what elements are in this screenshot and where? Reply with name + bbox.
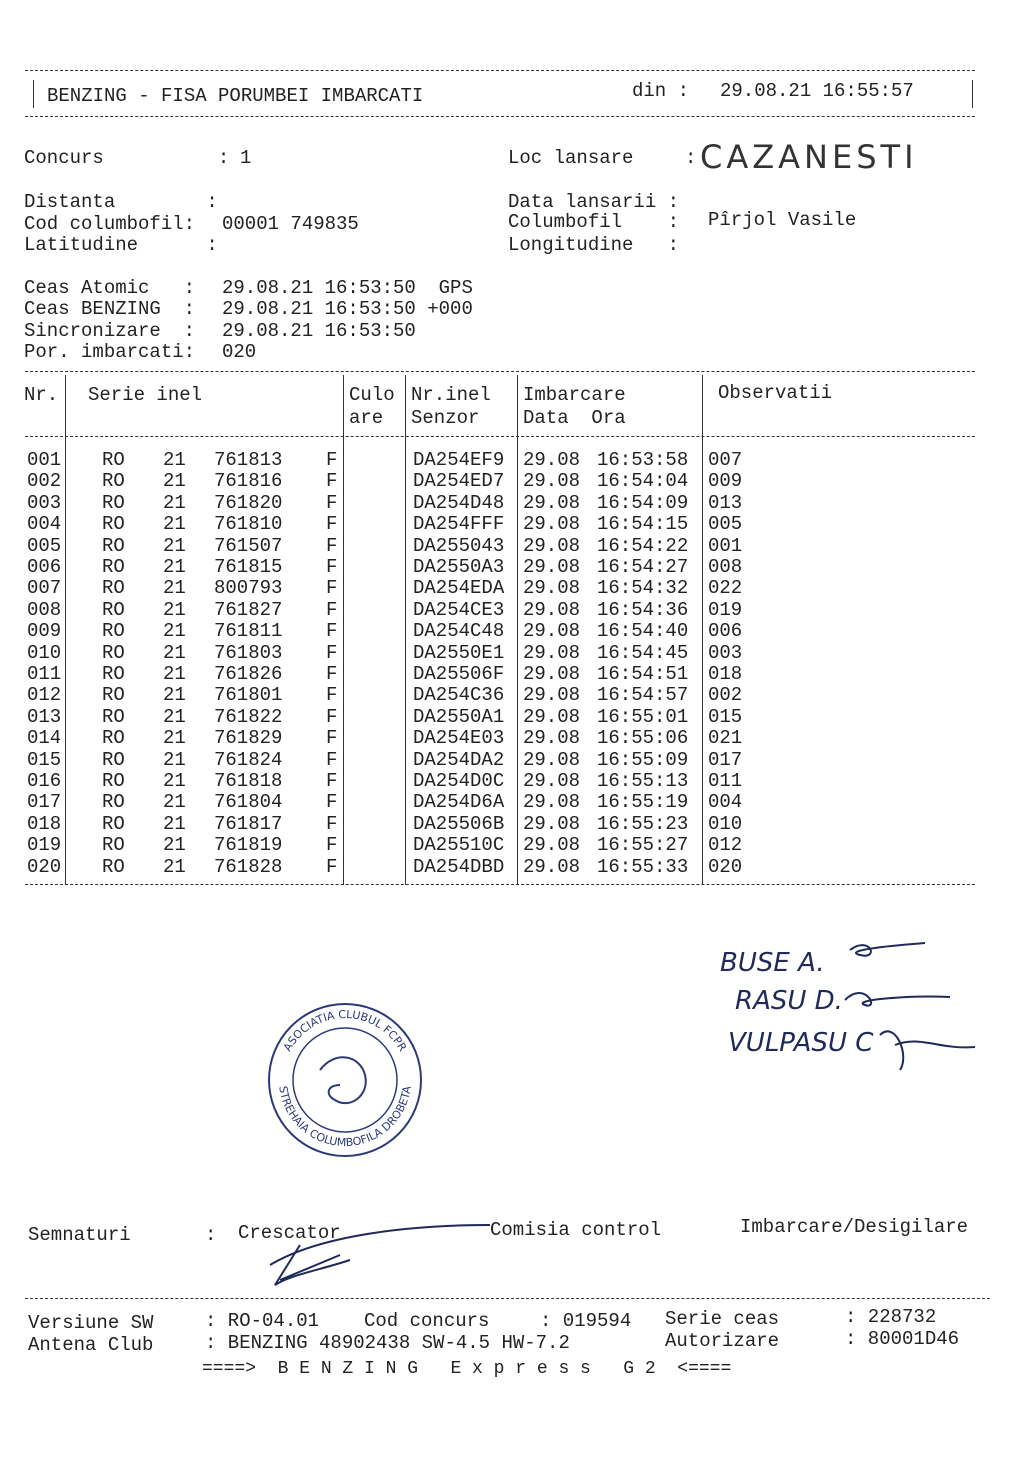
colon: : [205,1224,217,1246]
observatii: 006 [708,620,743,643]
row-nr: 013 [27,705,62,728]
observatii: 004 [708,791,743,814]
semnaturi-label: Semnaturi [28,1224,131,1246]
sex: F [326,491,338,514]
col-header-nr-inel: Nr.inel [411,384,491,406]
boarding-time: 16:53:58 [597,449,689,471]
sex: F [326,748,338,771]
boarding-date: 29.08 [523,748,581,771]
ring-number: 761829 [214,727,283,750]
year: 21 [163,812,186,835]
divider [25,436,975,437]
boarding-date: 29.08 [523,641,581,664]
boarding-time: 16:55:23 [597,812,689,835]
row-nr: 019 [27,834,62,857]
sex: F [326,663,338,685]
cod-columbofil-label: Cod columbofil: [24,213,196,235]
col-header-senzor: Senzor [411,407,480,429]
sensor-ring: DA254DA2 [413,748,505,771]
year: 21 [163,705,186,728]
ring-number: 761813 [214,449,283,471]
sensor-ring: DA254EDA [413,577,505,600]
concurs-label: Concurs : [24,147,230,169]
boarding-time: 16:54:36 [597,598,689,621]
observatii: 018 [708,663,743,685]
country: RO [102,470,125,493]
country: RO [102,534,125,557]
divider [25,116,975,117]
boarding-date: 29.08 [523,663,581,685]
row-nr: 002 [27,470,62,493]
sex: F [326,834,338,857]
sex: F [326,556,338,578]
sensor-ring: DA254D6A [413,791,505,814]
boarding-time: 16:54:09 [597,491,689,514]
boarding-date: 29.08 [523,812,581,835]
sex: F [326,470,338,493]
country: RO [102,641,125,664]
ring-number: 761810 [214,513,283,536]
observatii: 010 [708,812,743,835]
longitudine-label: Longitudine : [508,234,680,256]
ring-number: 761820 [214,491,283,514]
observatii: 017 [708,748,743,771]
column-line [65,375,66,885]
ring-number: 761824 [214,748,283,771]
boarding-date: 29.08 [523,598,581,621]
observatii: 022 [708,577,743,600]
sex: F [326,577,338,600]
country: RO [102,684,125,707]
year: 21 [163,449,186,471]
year: 21 [163,491,186,514]
country: RO [102,791,125,814]
col-header-culoare: Culo [349,384,395,406]
col-header-data-ora: Data Ora [523,407,626,429]
boarding-date: 29.08 [523,449,581,471]
boarding-date: 29.08 [523,620,581,643]
boarding-time: 16:55:01 [597,705,689,728]
boarding-time: 16:54:15 [597,513,689,536]
year: 21 [163,577,186,600]
sex: F [326,855,338,878]
ring-number: 761507 [214,534,283,557]
boarding-time: 16:54:45 [597,641,689,664]
row-nr: 016 [27,770,62,792]
col-header-observatii: Observatii [718,382,833,404]
row-nr: 004 [27,513,62,536]
country: RO [102,598,125,621]
latitudine-label: Latitudine : [24,234,218,256]
year: 21 [163,470,186,493]
boarding-date: 29.08 [523,855,581,878]
observatii: 019 [708,598,743,621]
year: 21 [163,770,186,792]
row-nr: 009 [27,620,62,643]
ceas-benzing-value: 29.08.21 16:53:50 +000 [222,298,473,320]
row-nr: 018 [27,812,62,835]
sincronizare-value: 29.08.21 16:53:50 [222,320,416,342]
row-nr: 017 [27,791,62,814]
boarding-time: 16:54:27 [597,556,689,578]
col-header-culoare-2: are [349,407,384,429]
divider [25,884,975,885]
sensor-ring: DA25506B [413,812,505,835]
ring-number: 761816 [214,470,283,493]
year: 21 [163,641,186,664]
sensor-ring: DA254ED7 [413,470,505,493]
serie-ceas-label: Serie ceas [665,1308,780,1330]
autorizare-label: Autorizare [665,1330,780,1352]
boarding-time: 16:55:27 [597,834,689,857]
boarding-date: 29.08 [523,791,581,814]
boarding-time: 16:55:33 [597,855,689,878]
observatii: 013 [708,491,743,514]
year: 21 [163,834,186,857]
observatii: 011 [708,770,743,792]
antena-label: Antena Club [28,1334,154,1356]
sensor-ring: DA2550A1 [413,705,505,728]
sex: F [326,727,338,750]
loc-lansare-handwritten: CAZANESTI [700,138,918,176]
boarding-time: 16:55:09 [597,748,689,771]
ceas-atomic-value: 29.08.21 16:53:50 GPS [222,277,473,299]
country: RO [102,705,125,728]
ring-number: 761815 [214,556,283,578]
sensor-ring: DA254CE3 [413,598,505,621]
boarding-time: 16:54:22 [597,534,689,557]
observatii: 003 [708,641,743,664]
sensor-ring: DA254D0C [413,770,505,792]
year: 21 [163,663,186,685]
sex: F [326,791,338,814]
country: RO [102,556,125,578]
print-datetime: 29.08.21 16:55:57 [720,80,914,102]
observatii: 021 [708,727,743,750]
sensor-ring: DA2550E1 [413,641,505,664]
sensor-ring: DA254EF9 [413,449,505,471]
handwritten-name: VULPASU C [728,1028,874,1058]
country: RO [102,727,125,750]
crescator-signature [260,1215,500,1295]
ring-number: 761819 [214,834,283,857]
country: RO [102,491,125,514]
row-nr: 020 [27,855,62,878]
boarding-time: 16:54:04 [597,470,689,493]
cod-concurs-value: : 019594 [540,1310,632,1332]
ceas-benzing-label: Ceas BENZING : [24,298,196,320]
country: RO [102,577,125,600]
sensor-ring: DA255043 [413,534,505,557]
boarding-time: 16:54:32 [597,577,689,600]
boarding-date: 29.08 [523,577,581,600]
observatii: 015 [708,705,743,728]
boarding-time: 16:55:06 [597,727,689,750]
column-line [405,375,406,885]
year: 21 [163,855,186,878]
boarding-date: 29.08 [523,727,581,750]
sex: F [326,534,338,557]
country: RO [102,449,125,471]
col-header-imbarcare: Imbarcare [523,384,626,406]
crescator-label: Crescator [238,1222,341,1244]
divider [25,70,975,71]
col-header-nr: Nr. [24,384,59,406]
ring-number: 761817 [214,812,283,835]
observatii: 020 [708,855,743,878]
boarding-time: 16:54:57 [597,684,689,707]
row-nr: 014 [27,727,62,750]
sensor-ring: DA254C36 [413,684,505,707]
observatii: 012 [708,834,743,857]
sensor-ring: DA254FFF [413,513,505,536]
columbofil-label: Columbofil : [508,211,680,233]
boarding-date: 29.08 [523,684,581,707]
sincronizare-label: Sincronizare : [24,320,196,342]
country: RO [102,748,125,771]
boarding-date: 29.08 [523,556,581,578]
divider [25,1298,990,1299]
sex: F [326,770,338,792]
document-title: BENZING - FISA PORUMBEI IMBARCATI [47,85,424,107]
colon: : [685,147,697,169]
country: RO [102,620,125,643]
boarding-date: 29.08 [523,834,581,857]
year: 21 [163,556,186,578]
sex: F [326,598,338,621]
year: 21 [163,513,186,536]
versiune-value: : RO-04.01 [205,1310,320,1332]
din-label: din : [632,80,690,102]
observatii: 009 [708,470,743,493]
col-header-serie: Serie inel [88,384,203,406]
boarding-date: 29.08 [523,534,581,557]
loc-label: Loc lansare [508,147,634,169]
observatii: 005 [708,513,743,536]
ring-number: 761827 [214,598,283,621]
observatii: 007 [708,449,743,471]
ring-number: 761828 [214,855,283,878]
divider [972,80,973,108]
observatii: 002 [708,684,743,707]
row-nr: 001 [27,449,62,471]
column-line [702,375,703,885]
ring-number: 761803 [214,641,283,664]
distanta-label: Distanta : [24,191,218,213]
sex: F [326,449,338,471]
column-line [517,375,518,885]
benzing-express-banner: ====> B E N Z I N G E x p r e s s G 2 <==== [202,1359,732,1379]
year: 21 [163,748,186,771]
sex: F [326,684,338,707]
country: RO [102,663,125,685]
country: RO [102,770,125,792]
svg-text:ASOCIATIA CLUBUL FCPR: ASOCIATIA CLUBUL FCPR [280,1007,410,1054]
serie-ceas-value: : 228732 [845,1306,937,1328]
year: 21 [163,791,186,814]
country: RO [102,855,125,878]
boarding-date: 29.08 [523,513,581,536]
year: 21 [163,684,186,707]
club-stamp [265,1000,425,1160]
ring-number: 761822 [214,705,283,728]
boarding-date: 29.08 [523,770,581,792]
concurs-value: 1 [240,147,252,169]
sex: F [326,705,338,728]
row-nr: 015 [27,748,62,771]
row-nr: 012 [27,684,62,707]
versiune-label: Versiune SW [28,1312,154,1334]
sex: F [326,513,338,536]
handwritten-name: BUSE A. [720,948,825,978]
comisia-control-label: Comisia control [490,1219,662,1241]
cod-columbofil-value: 00001 749835 [222,213,359,235]
row-nr: 011 [27,663,62,685]
country: RO [102,513,125,536]
boarding-date: 29.08 [523,470,581,493]
ring-number: 761826 [214,663,283,685]
row-nr: 008 [27,598,62,621]
boarding-time: 16:55:19 [597,791,689,814]
row-nr: 010 [27,641,62,664]
row-nr: 006 [27,556,62,578]
sensor-ring: DA254E03 [413,727,505,750]
sensor-ring: DA254D48 [413,491,505,514]
sex: F [326,812,338,835]
antena-value: : BENZING 48902438 SW-4.5 HW-7.2 [205,1332,570,1354]
boarding-date: 29.08 [523,705,581,728]
ring-number: 761811 [214,620,283,643]
ceas-atomic-label: Ceas Atomic : [24,277,196,299]
year: 21 [163,620,186,643]
ring-number: 800793 [214,577,283,600]
year: 21 [163,598,186,621]
sex: F [326,641,338,664]
sensor-ring: DA25510C [413,834,505,857]
observatii: 008 [708,556,743,578]
sensor-ring: DA25506F [413,663,505,685]
ring-number: 761818 [214,770,283,792]
signature-scribbles [840,935,980,1085]
row-nr: 005 [27,534,62,557]
country: RO [102,834,125,857]
year: 21 [163,534,186,557]
boarding-time: 16:54:40 [597,620,689,643]
por-imbarcati-value: 020 [222,341,257,363]
ring-number: 761804 [214,791,283,814]
boarding-time: 16:54:51 [597,663,689,685]
autorizare-value: : 80001D46 [845,1328,960,1350]
sensor-ring: DA2550A3 [413,556,505,578]
country: RO [102,812,125,835]
sensor-ring: DA254DBD [413,855,505,878]
row-nr: 003 [27,491,62,514]
svg-text:STREHAIA COLUMBOFILA DROBETA: STREHAIA COLUMBOFILA DROBETA [276,1085,414,1150]
column-line [343,375,344,885]
boarding-time: 16:55:13 [597,770,689,792]
year: 21 [163,727,186,750]
observatii: 001 [708,534,743,557]
cod-concurs-label: Cod concurs [364,1310,490,1332]
ring-number: 761801 [214,684,283,707]
imbarcare-desigilare-label: Imbarcare/Desigilare [740,1216,969,1238]
sex: F [326,620,338,643]
row-nr: 007 [27,577,62,600]
divider [25,371,975,372]
columbofil-value: Pîrjol Vasile [708,209,857,231]
handwritten-name: RASU D. [735,986,843,1016]
data-lansarii-label: Data lansarii : [508,191,680,213]
por-imbarcati-label: Por. imbarcati: [24,341,196,363]
boarding-date: 29.08 [523,491,581,514]
sensor-ring: DA254C48 [413,620,505,643]
divider [33,80,34,108]
